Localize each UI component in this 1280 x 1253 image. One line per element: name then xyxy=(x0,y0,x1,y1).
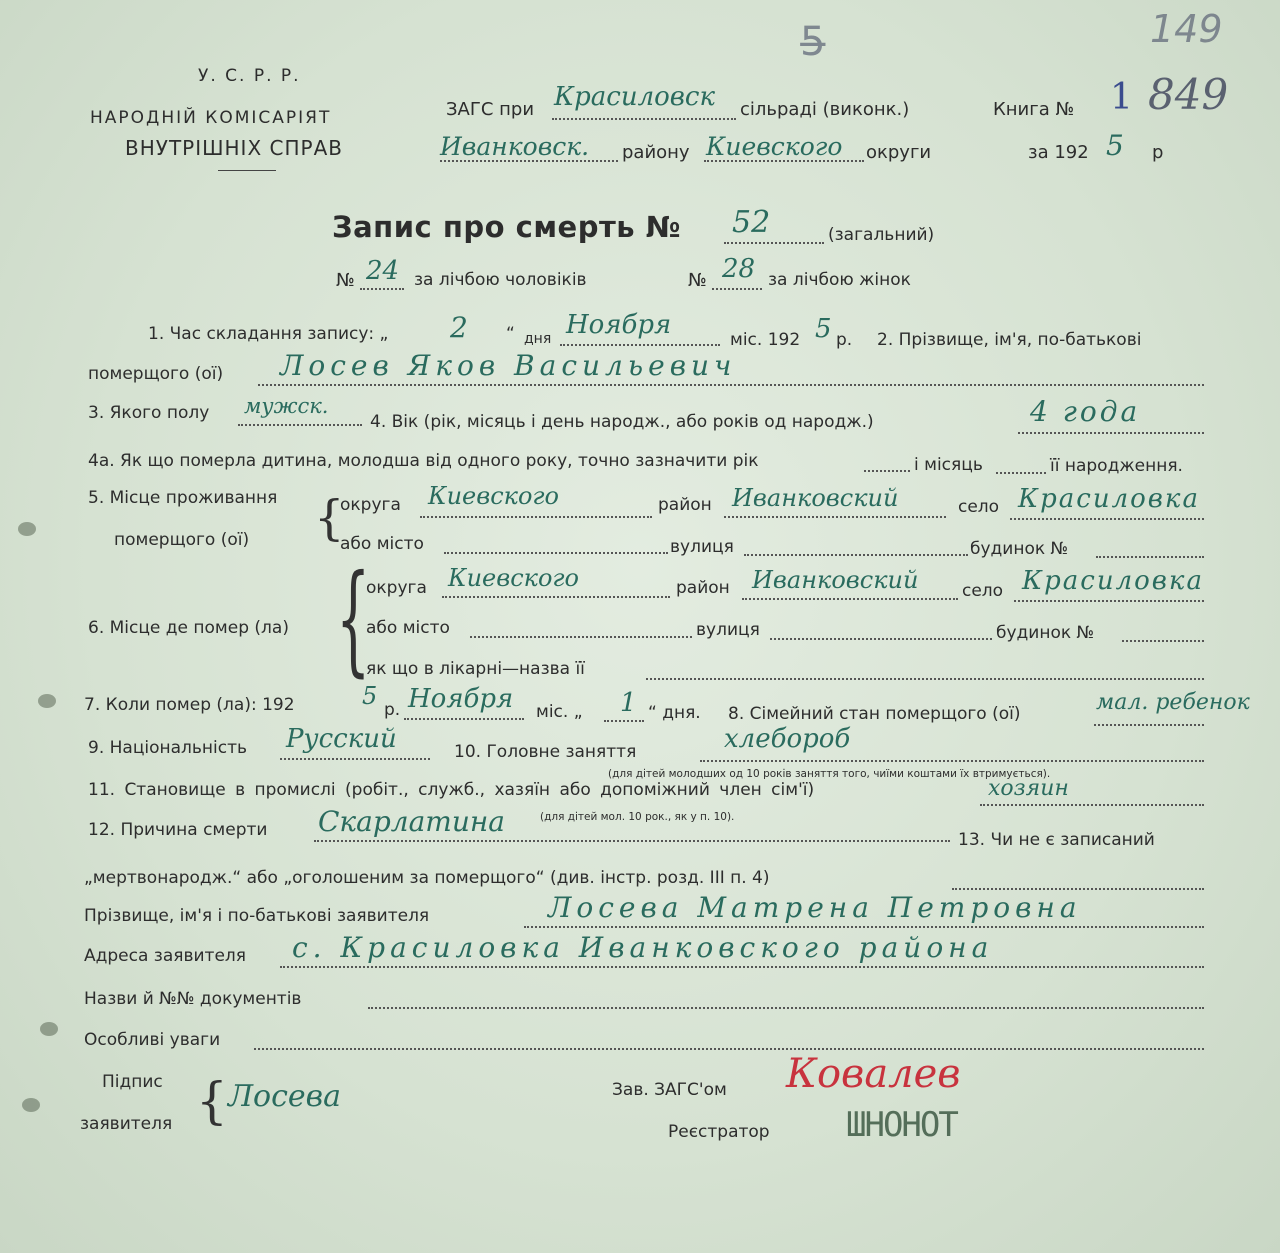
registrar-signature: ШНОНОТ xyxy=(846,1105,957,1145)
f7-year: 5 xyxy=(362,682,378,710)
sign-label-2: заявителя xyxy=(80,1114,173,1134)
book-number: 1 xyxy=(1110,77,1133,118)
record-number: 52 xyxy=(732,205,771,240)
zags-prefix: ЗАГС при xyxy=(446,99,535,120)
f6-okrug: округа xyxy=(366,578,427,598)
f3-label: 3. Якого полу xyxy=(88,403,210,423)
dots xyxy=(1010,518,1204,520)
dots xyxy=(1014,600,1204,602)
no-women: № xyxy=(688,270,707,291)
dots xyxy=(712,288,762,290)
ussr-label: У. С. Р. Р. xyxy=(198,66,301,86)
zags-head-label: Зав. ЗАГС'ом xyxy=(612,1080,727,1100)
f7-r: р. xyxy=(384,700,401,720)
f9-label: 9. Національність xyxy=(88,738,248,758)
binder-hole xyxy=(38,694,56,708)
address-label: Адреса заявителя xyxy=(84,946,247,966)
f12-label: 12. Причина смерти xyxy=(88,820,268,840)
f1-quote: “ xyxy=(506,324,515,344)
f4-value: 4 года xyxy=(1030,395,1141,428)
dots xyxy=(724,516,946,518)
docs-label: Назви й №№ документів xyxy=(84,989,302,1009)
okrug-label: округи xyxy=(866,142,932,163)
registrar-label: Реєстратор xyxy=(668,1122,770,1142)
f6-vul: вулиця xyxy=(696,620,760,640)
district-label: району xyxy=(622,142,690,163)
men-number: 24 xyxy=(366,256,400,286)
year-suffix: р xyxy=(1152,142,1164,163)
f5-selo: село xyxy=(958,497,1000,517)
archive-number: 149 xyxy=(1150,7,1223,51)
applicant-label: Прізвище, ім'я і по-батькові заявителя xyxy=(84,906,430,926)
dots xyxy=(552,118,736,120)
dots xyxy=(980,804,1204,806)
f11-label: 11. Становище в промислі (робіт., служб., хазяїн або допоміжний член сім'ї) xyxy=(88,780,815,800)
dots xyxy=(368,1007,1204,1009)
dots xyxy=(952,888,1204,890)
f5-raion: район xyxy=(658,495,712,515)
dots xyxy=(440,160,618,162)
dots xyxy=(420,516,652,518)
f5-misto: або місто xyxy=(340,534,424,554)
notes-label: Особливі уваги xyxy=(84,1030,221,1050)
dots xyxy=(724,242,824,244)
dots xyxy=(524,926,1204,928)
f4a-label: 4а. Як що померла дитина, молодша від одного року, точно зазначити рік xyxy=(88,451,759,471)
district-value: Иванковск. xyxy=(440,132,590,161)
f10-label: 10. Головне заняття xyxy=(454,742,637,762)
f1-year: 5 xyxy=(815,314,832,344)
org-line-2: ВНУТРІШНІХ СПРАВ xyxy=(125,136,343,160)
f5-okrug: округа xyxy=(340,495,401,515)
f8-label: 8. Сімейний стан померщого (ої) xyxy=(728,704,1021,724)
dots xyxy=(258,384,1204,386)
dots xyxy=(770,638,992,640)
f10-note: (для дітей молодших од 10 років заняття того, чиїми коштами їх втримується). xyxy=(608,768,1051,780)
dots xyxy=(360,288,404,290)
f4a-end: її народження. xyxy=(1050,456,1183,476)
f6-raion: район xyxy=(676,578,730,598)
okrug-value: Киевского xyxy=(706,132,843,161)
f5-raion-value: Иванковский xyxy=(732,484,899,512)
dots xyxy=(444,552,668,554)
f5-bud: будинок № xyxy=(970,539,1069,559)
f3-value: мужск. xyxy=(244,394,329,418)
f1-day: 2 xyxy=(450,311,468,344)
dots xyxy=(442,596,670,598)
f1-day-label: дня xyxy=(524,331,552,347)
f6-label: 6. Місце де помер (ла) xyxy=(88,618,289,638)
dots xyxy=(700,760,1204,762)
dots xyxy=(560,344,720,346)
f7-month: Ноября xyxy=(408,684,514,714)
f5-selo-value: Красиловка xyxy=(1018,484,1200,514)
dots xyxy=(280,966,1204,968)
f10-value: хлебороб xyxy=(724,724,851,754)
f6-selo: село xyxy=(962,581,1004,601)
zags-suffix: сільраді (виконк.) xyxy=(740,99,910,120)
zags-village: Красиловск xyxy=(554,82,716,112)
book-label: Книга № xyxy=(993,99,1075,120)
dots xyxy=(314,840,950,842)
f7-label: 7. Коли помер (ла): 192 xyxy=(84,695,295,715)
year-label: за 192 xyxy=(1028,142,1089,163)
f7-mis: міс. „ xyxy=(536,702,583,722)
f1-month: Ноября xyxy=(566,310,672,340)
women-number: 28 xyxy=(722,254,756,284)
f2-label: 2. Прізвище, ім'я, по-батькові xyxy=(877,330,1142,350)
binder-hole xyxy=(22,1098,40,1112)
f4a-month: і місяць xyxy=(914,455,983,475)
sign-label-1: Підпис xyxy=(102,1072,163,1092)
dots xyxy=(254,1048,1204,1050)
f7-dnya: “ дня. xyxy=(648,703,701,723)
applicant-signature: Лосева xyxy=(228,1079,341,1114)
dots xyxy=(704,160,864,162)
dots xyxy=(1094,724,1204,726)
dots xyxy=(1096,556,1204,558)
brace: { xyxy=(314,490,345,546)
f1-label: 1. Час складання запису: „ xyxy=(148,324,389,344)
dots xyxy=(1018,432,1204,434)
f6-okrug-value: Киевского xyxy=(448,564,580,592)
men-label: за лічбою чоловіків xyxy=(414,270,587,290)
address-value: с. Красиловка Иванковского района xyxy=(292,931,994,964)
dots xyxy=(470,636,692,638)
f6-hospital: як що в лікарні—назва її xyxy=(366,659,585,679)
dots xyxy=(996,472,1046,474)
binder-hole xyxy=(40,1022,58,1036)
f5-okrug-value: Киевского xyxy=(428,482,560,510)
f5-vul: вулиця xyxy=(670,537,734,557)
f7-day: 1 xyxy=(620,688,637,718)
f13-label: 13. Чи не є записаний xyxy=(958,830,1155,850)
no-men: № xyxy=(336,270,355,291)
dots xyxy=(404,718,524,720)
applicant-value: Лосева Матрена Петровна xyxy=(548,891,1082,924)
book-number-cont: 849 xyxy=(1148,70,1229,119)
deceased-name: Лосев Яков Васильевич xyxy=(280,349,737,382)
f2-label-2: померщого (ої) xyxy=(88,364,224,384)
f12-value: Скарлатина xyxy=(318,805,506,838)
f9-value: Русский xyxy=(286,724,397,754)
zags-head-signature: Ковалев xyxy=(786,1051,961,1097)
dots xyxy=(646,678,1204,680)
dots xyxy=(280,758,430,760)
org-line-1: НАРОДНІЙ КОМІСАРІЯТ xyxy=(90,108,332,128)
f11-value: хозяин xyxy=(988,776,1069,801)
header-rule xyxy=(218,170,276,171)
f6-selo-value: Красиловка xyxy=(1022,566,1204,596)
pencil-mark: 5̶ xyxy=(800,19,826,65)
binder-hole xyxy=(18,522,36,536)
dots xyxy=(604,720,644,722)
brace: { xyxy=(336,550,371,689)
f13-line2: „мертвонародж.“ або „оголошеним за померщого“ (див. інстр. розд. III п. 4) xyxy=(84,868,770,888)
f1-month-label: міс. 192 xyxy=(730,330,801,350)
dots xyxy=(744,554,968,556)
f1-r: р. xyxy=(836,330,853,350)
brace: { xyxy=(196,1072,228,1130)
f5-label-1: 5. Місце проживання xyxy=(88,488,278,508)
dots xyxy=(1122,640,1204,642)
f12-note: (для дітей мол. 10 рок., як у п. 10). xyxy=(540,811,735,823)
dots xyxy=(864,470,910,472)
general-label: (загальний) xyxy=(828,225,935,245)
dots xyxy=(742,598,958,600)
dots xyxy=(238,424,362,426)
f5-label-2: померщого (ої) xyxy=(114,530,250,550)
f6-bud: будинок № xyxy=(996,623,1095,643)
f6-misto: або місто xyxy=(366,618,450,638)
women-label: за лічбою жінок xyxy=(768,270,911,290)
record-title: Запис про смерть № xyxy=(332,210,682,244)
f4-label: 4. Вік (рік, місяць і день народж., або років од народж.) xyxy=(370,412,874,432)
f8-value: мал. ребенок xyxy=(1096,690,1250,715)
f6-raion-value: Иванковский xyxy=(752,566,919,594)
year-digit: 5 xyxy=(1106,129,1124,162)
